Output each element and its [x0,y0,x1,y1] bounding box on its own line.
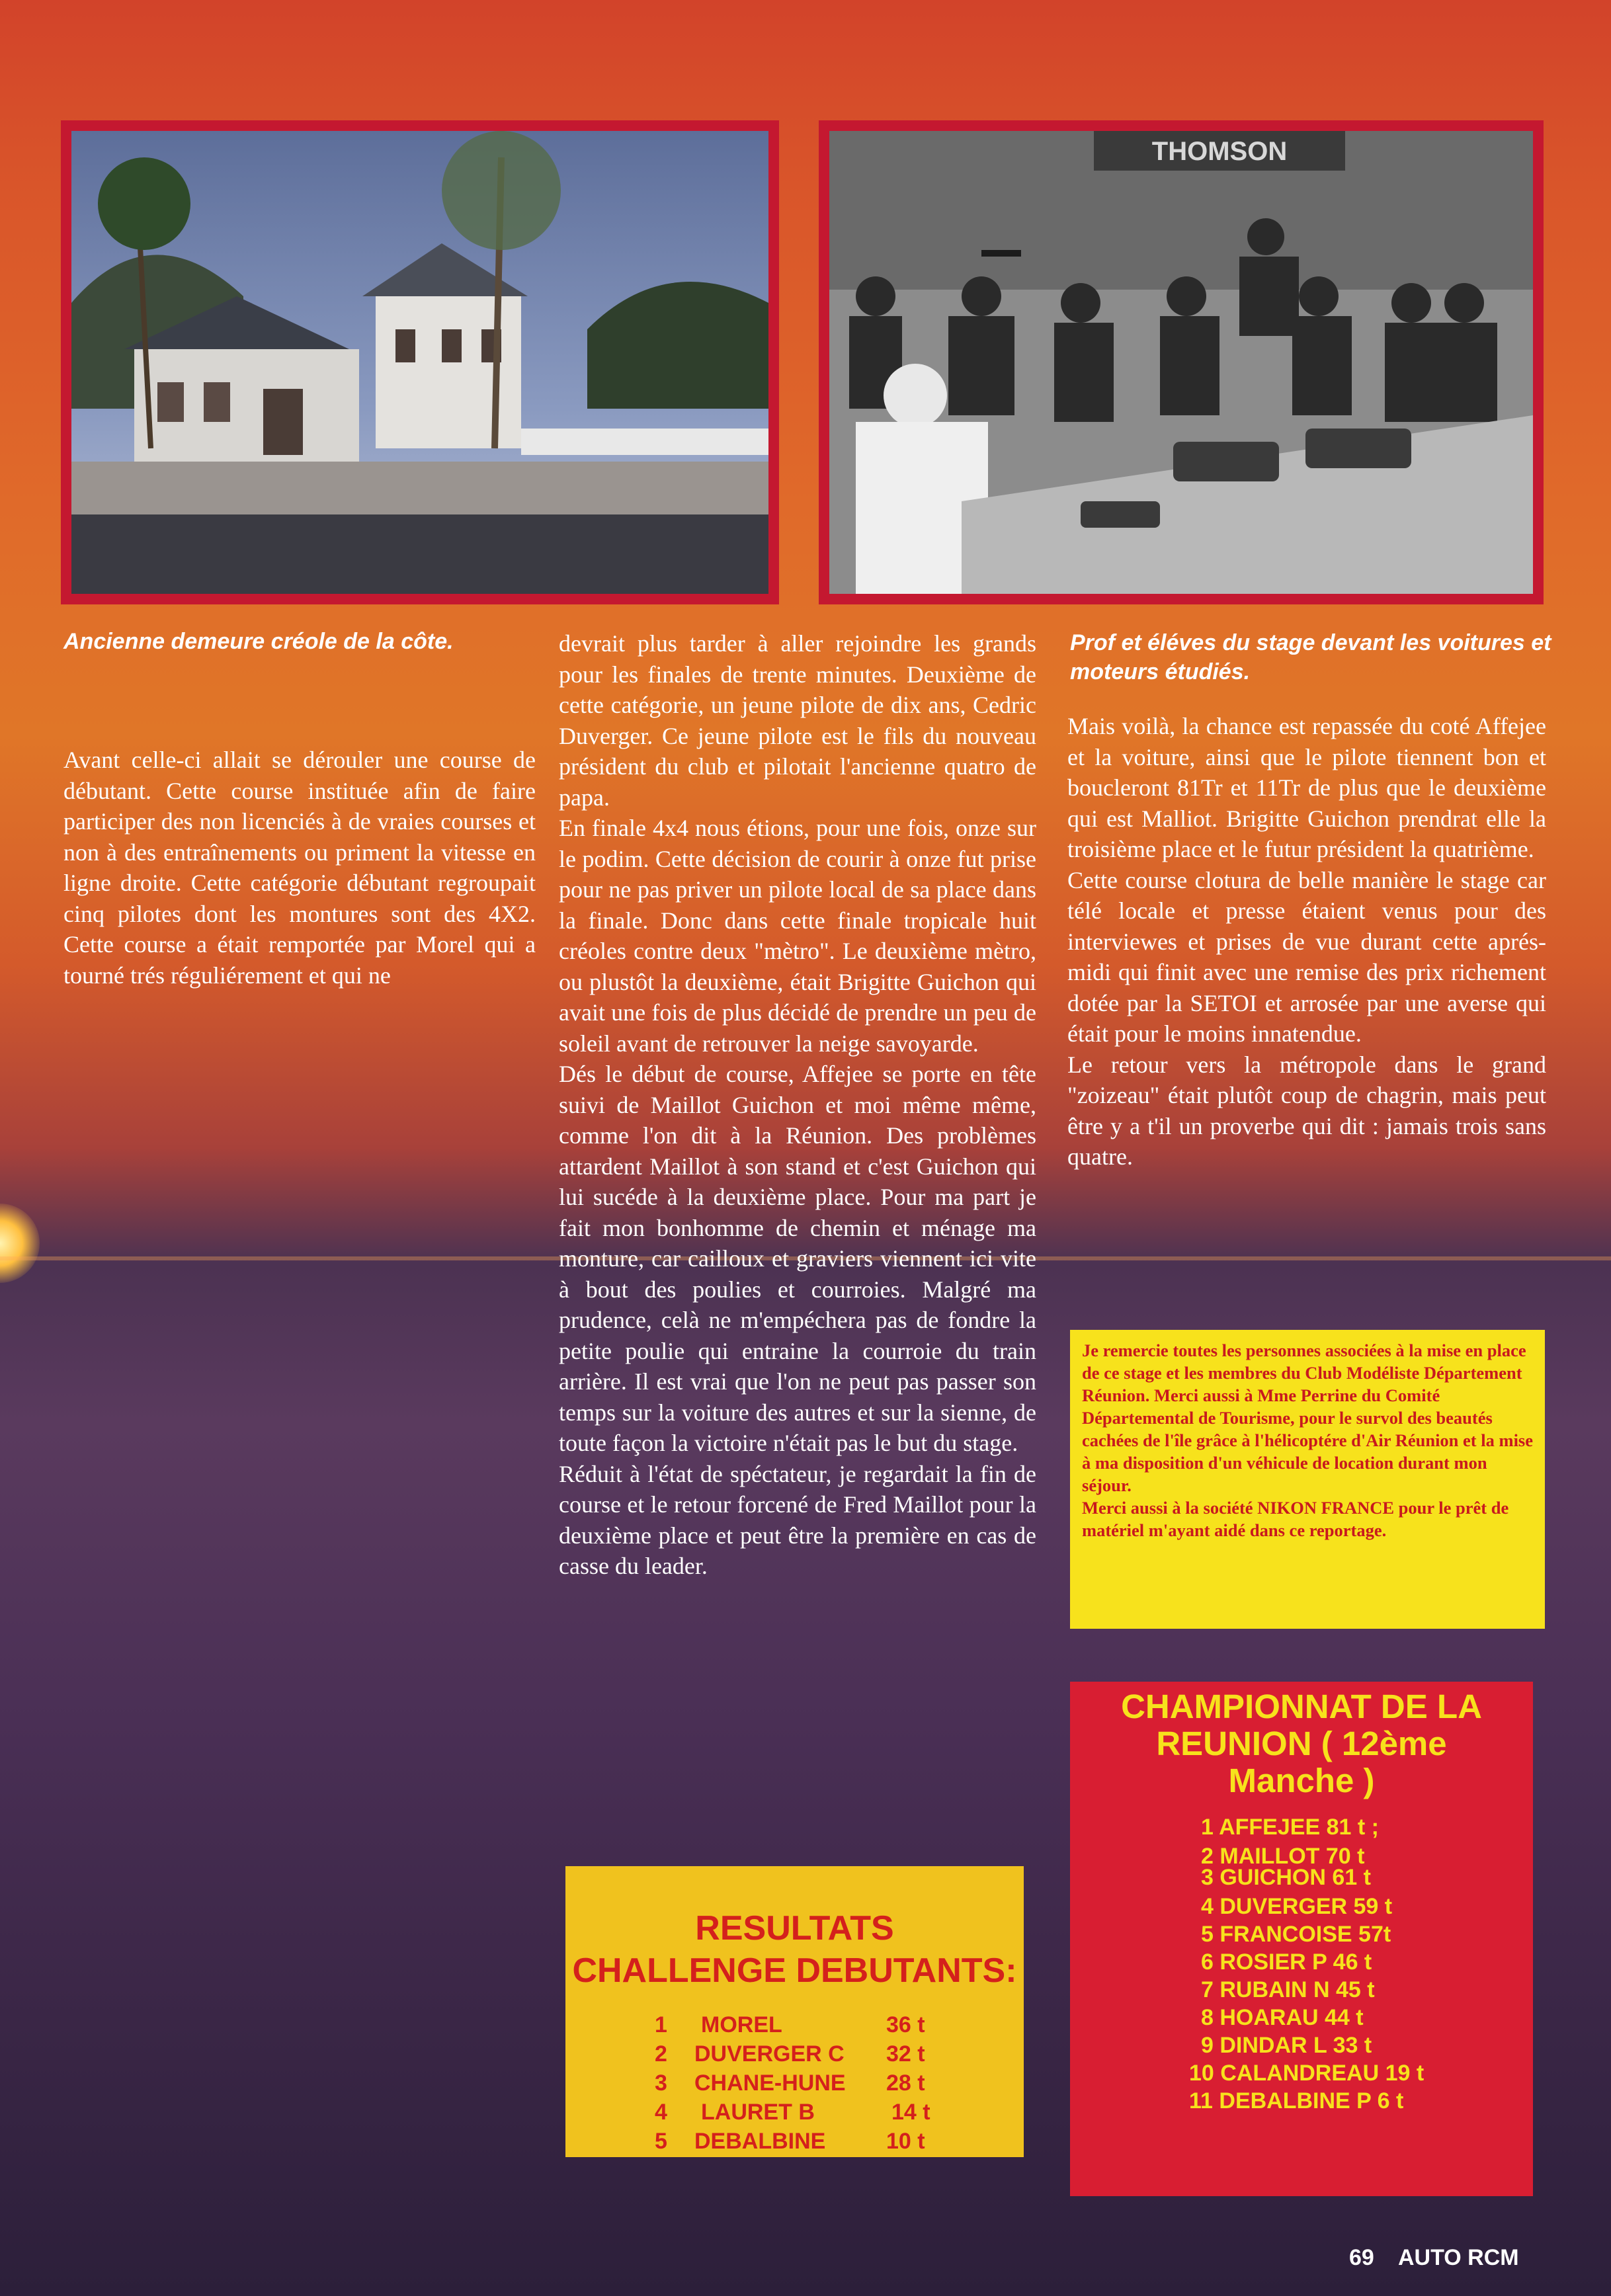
results-title-2: CHALLENGE DEBUTANTS: [572,1951,1017,1990]
magazine-name: AUTO RCM [1398,2245,1519,2270]
championship-title-1: CHAMPIONNAT DE LA [1121,1688,1482,1725]
paragraph: Réduit à l'état de spéctateur, je regardait la fin de course et le retour forcené de Fred Maillot pour la deuxième place et peut être la première en cas de casse du leader. [559,1460,1036,1579]
result-name: CHANE-HUNE [694,2070,846,2096]
championship-row: 11 DEBALBINE P 6 t [1189,2088,1404,2113]
championship-row: 8 HOARAU 44 t [1201,2005,1364,2030]
result-pos: 2 [655,2041,667,2067]
championship-row: 1 AFFEJEE 81 t ; [1201,1815,1379,1840]
paragraph: En finale 4x4 nous étions, pour une fois, onze sur le podim. Cette décision de courir à onze fut prise pour ne pas priver un pilote local de sa place dans la finale. Donc dans cette finale tropicale huit créoles contre deux "mètro". Le deuxième mètro, ou plustôt la deuxième, était Brigitte Guichon qui avait une fois de plus décidé de prendre un peu de soleil avant de retrouver la neige savoyarde. [559,815,1036,1057]
result-name: LAURET B [701,2100,815,2125]
paragraph: Avant celle-ci allait se dérouler une course de débutant. Cette course instituée afin de faire participer des non licenciés à de vraies courses et non à des entraînements ou priment la vitesse en ligne droite. Cette catégorie débutant regroupait cinq pilotes dont les montures sont des 4X2. Cette course a était remportée par Morel qui a tourné trés réguliérement et qui ne [63,747,536,989]
championship-row: 10 CALANDREAU 19 t [1189,2061,1425,2086]
acknowledgement-text: Je remercie toutes les personnes associées à la mise en place de ce stage et les membres du Club Modéliste Département Réunion. Merci aussi à Mme Perrine du Comité Départemental de Tourisme, pour le survol des beautés cachées de l'île grâce à l'hélicoptére d'Air Réunion et la mise à ma disposition d'un véhicule de location durant mon séjour. [1082,1340,1533,1495]
result-pos: 1 [655,2012,667,2037]
result-score: 36 t [886,2012,925,2037]
paragraph: Mais voilà, la chance est repassée du coté Affejee et la voiture, ainsi que le pilote tiennent bon et boucleront 81Tr et 11Tr de plus que le deuxième qui est Malliot. Brigitte Guichon prendrat elle la troisième place et le futur président la quatrième. [1067,713,1546,862]
championship-row: 7 RUBAIN N 45 t [1201,1977,1375,2002]
championship-row: 3 GUICHON 61 t [1201,1865,1371,1890]
photo-creole-house [61,120,779,604]
result-pos: 5 [655,2129,667,2154]
result-score: 28 t [886,2070,925,2096]
caption-left: Ancienne demeure créole de la côte. [63,629,454,654]
championship-row: 2 MAILLOT 70 t [1201,1844,1365,1869]
paragraph: Le retour vers la métropole dans le grand "zoizeau" était plutôt coup de chagrin, mais peut être y a t'il un proverbe qui dit : jamais trois sans quatre. [1067,1051,1546,1170]
result-score: 10 t [886,2129,925,2154]
page-number: 69 [1349,2245,1374,2270]
acknowledgement-text: Merci aussi à la société NIKON FRANCE pour le prêt de matériel m'ayant aidé dans ce reportage. [1082,1498,1509,1540]
text-column-3 [1067,711,1546,1172]
paragraph: Dés le début de course, Affejee se porte en tête suivi de Maillot Guichon et moi même même, comme l'on dit à la Réunion. Des problèmes attardent Maillot à son stand et c'est Guichon qui lui sucéde à la deuxième place. Pour ma part je fait mon bonhomme de chemin et ménage ma monture, car cailloux et graviers viennent ici vite à bout des poulies et courroies. Malgré ma prudence, celà ne m'empéchera pas de fondre la petite poulie qui entraine la courroie du train arrière. Il est vrai que l'on ne peut pas passer son temps sur la voiture des autres et sur la sienne, de toute façon la victoire n'était pas le but du stage. [559,1061,1036,1456]
result-score: 14 t [891,2100,930,2125]
result-pos: 3 [655,2070,667,2096]
result-score: 32 t [886,2041,925,2067]
text-column-2 [559,628,1036,1582]
photo-stage-group [819,120,1544,604]
championship-title-3: Manche ) [1228,1762,1375,1799]
championship-row: 6 ROSIER P 46 t [1201,1949,1372,1975]
result-pos: 4 [655,2100,667,2125]
championship-box [1070,1682,1533,2196]
caption-right: Prof et éléves du stage devant les voitures et moteurs étudiés. [1070,630,1551,684]
championship-title-2: REUNION ( 12ème [1156,1725,1447,1762]
championship-row: 9 DINDAR L 33 t [1201,2033,1372,2058]
result-name: DUVERGER C [694,2041,845,2067]
result-name: MOREL [701,2012,782,2037]
paragraph: devrait plus tarder à aller rejoindre les grands pour les finales de trente minutes. Deuxième de cette catégorie, un jeune pilote de dix ans, Cedric Duverger. Ce jeune pilote est le fils du nouveau président du club et pilotait l'ancienne quatro de papa. [559,630,1036,811]
text-column-1 [63,745,536,991]
championship-row: 4 DUVERGER 59 t [1201,1894,1393,1919]
results-title-1: RESULTATS [695,1909,894,1948]
championship-row: 5 FRANCOISE 57t [1201,1922,1391,1947]
results-box [565,1866,1024,2157]
acknowledgements-box [1070,1330,1545,1629]
paragraph: Cette course clotura de belle manière le stage car télé locale et presse étaient venus pour des interviewes et prises de vue durant cette aprés-midi qui finit avec une remise des prix richement dotée par la SETOI et arrosée par une averse qui était pour le moins innatendue. [1067,866,1546,1047]
result-name: DEBALBINE [694,2129,826,2154]
photo-sign-text: THOMSON [1151,137,1288,166]
